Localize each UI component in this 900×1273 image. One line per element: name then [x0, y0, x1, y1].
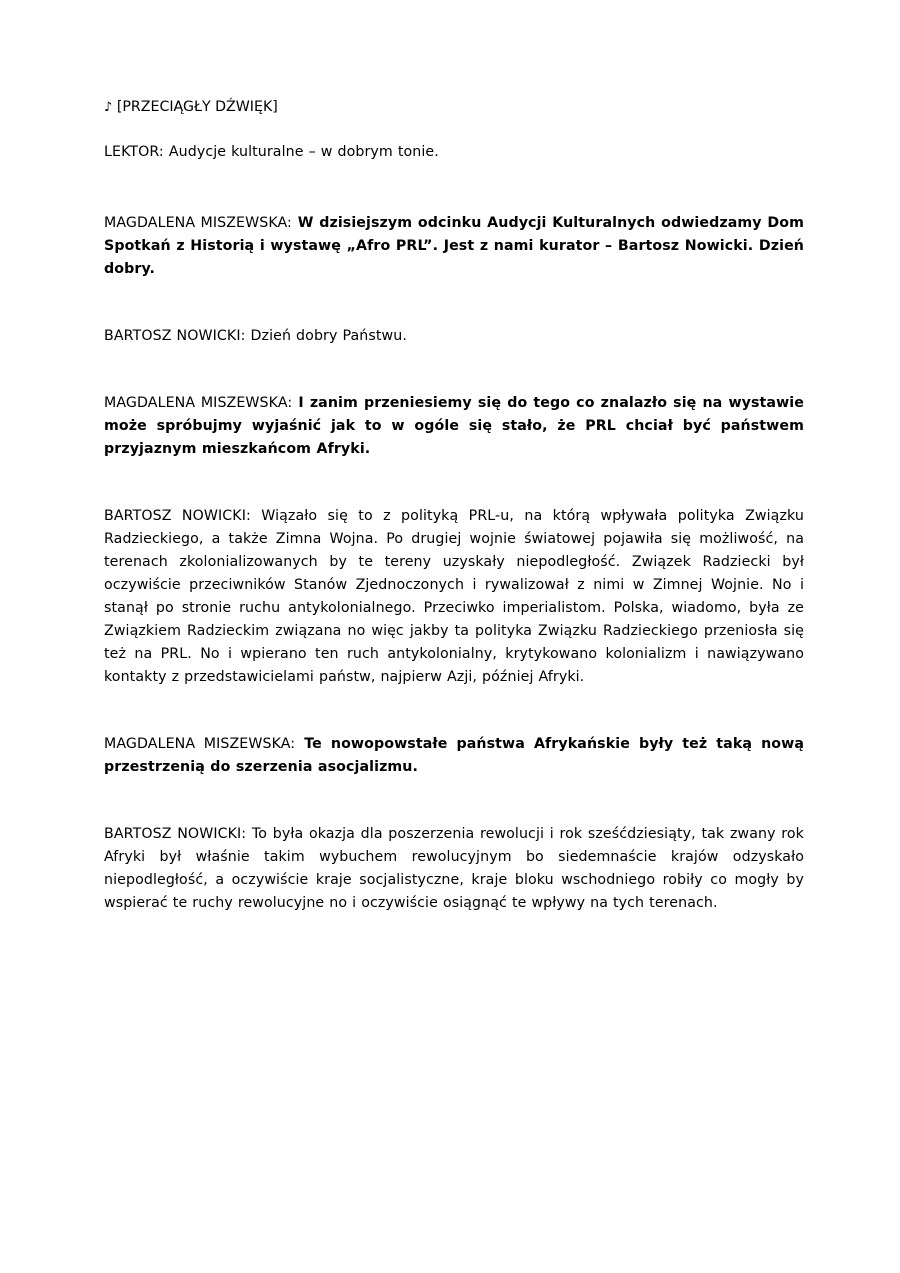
spacer [104, 779, 804, 823]
paragraph-magdalena-2 [104, 392, 804, 461]
spacer [104, 281, 804, 325]
speaker-label: BARTOSZ NOWICKI: [104, 826, 247, 842]
paragraph-text: Dzień dobry Państwu. [245, 328, 407, 344]
speaker-label: MAGDALENA MISZEWSKA: [104, 395, 293, 411]
music-note-icon: ♪ [104, 100, 113, 115]
document-body [104, 96, 804, 915]
paragraph-bartosz-2 [104, 505, 804, 689]
speaker-label: LEKTOR: [104, 144, 164, 160]
paragraph-text: To była okazja dla poszerzenia rewolucji i rok sześćdziesiąty, tak zwany rok Afryki był właśnie takim wybuchem rewolucyjnym bo siedemnaście krajów odzyskało niepodległość, a oczywiście kraje socjalistyczne, kraje bloku wschodniego robiły co mogły by wspierać te ruchy rewolucyjne no i oczywiście osiągnąć te wpływy na tych terenach. [104, 826, 804, 911]
speaker-label: MAGDALENA MISZEWSKA: [104, 736, 296, 752]
sound-cue-line [104, 96, 804, 119]
paragraph-text: Wiązało się to z polityką PRL-u, na którą wpływała polityka Związku Radzieckiego, a także Zimna Wojna. Po drugiej wojnie światowej pojawiła się możliwość, na terenach zkolonializowanych by te tereny uzyskały niepodległość. Związek Radziecki był oczywiście przeciwników Stanów Zjednoczonych i rywalizował z nimi w Zimnej Wojnie. No i stanął po stronie ruchu antykolonialnego. Przeciwko imperialistom. Polska, wiadomo, była ze Związkiem Radzieckim związana no więc jakby ta polityka Związku Radzieckiego przeniosła się też na PRL. No i wpierano ten ruch antykolonialny, krytykowano kolonializm i nawiązywano kontakty z przedstawicielami państw, najpierw Azji, później Afryki. [104, 508, 804, 685]
spacer [104, 119, 804, 141]
paragraph-text: W dzisiejszym odcinku Audycji Kulturalnych odwiedzamy Dom Spotkań z Historią i wystawę „Afro PRL”. Jest z nami kurator – Bartosz Nowicki. Dzień dobry. [104, 215, 804, 277]
paragraph-bartosz-1 [104, 325, 804, 348]
spacer [104, 164, 804, 212]
sound-cue-text: [PRZECIĄGŁY DŹWIĘK] [116, 99, 278, 115]
paragraph-bartosz-3 [104, 823, 804, 915]
paragraph-text: Te nowopowstałe państwa Afrykańskie były też taką nową przestrzenią do szerzenia asocjalizmu. [104, 736, 805, 775]
paragraph-magdalena-3 [104, 733, 804, 779]
speaker-label: MAGDALENA MISZEWSKA: [104, 215, 292, 231]
spacer [104, 689, 804, 733]
paragraph-lektor-intro [104, 141, 804, 164]
spacer [104, 461, 804, 505]
paragraph-text: Audycje kulturalne – w dobrym tonie. [163, 144, 439, 160]
speaker-label: BARTOSZ NOWICKI: [104, 508, 251, 524]
speaker-label: BARTOSZ NOWICKI: [104, 328, 246, 344]
spacer [104, 348, 804, 392]
paragraph-magdalena-1 [104, 212, 804, 281]
paragraph-text: I zanim przeniesiemy się do tego co znalazło się na wystawie może spróbujmy wyjaśnić jak to w ogóle się stało, że PRL chciał być państwem przyjaznym mieszkańcom Afryki. [104, 395, 804, 457]
